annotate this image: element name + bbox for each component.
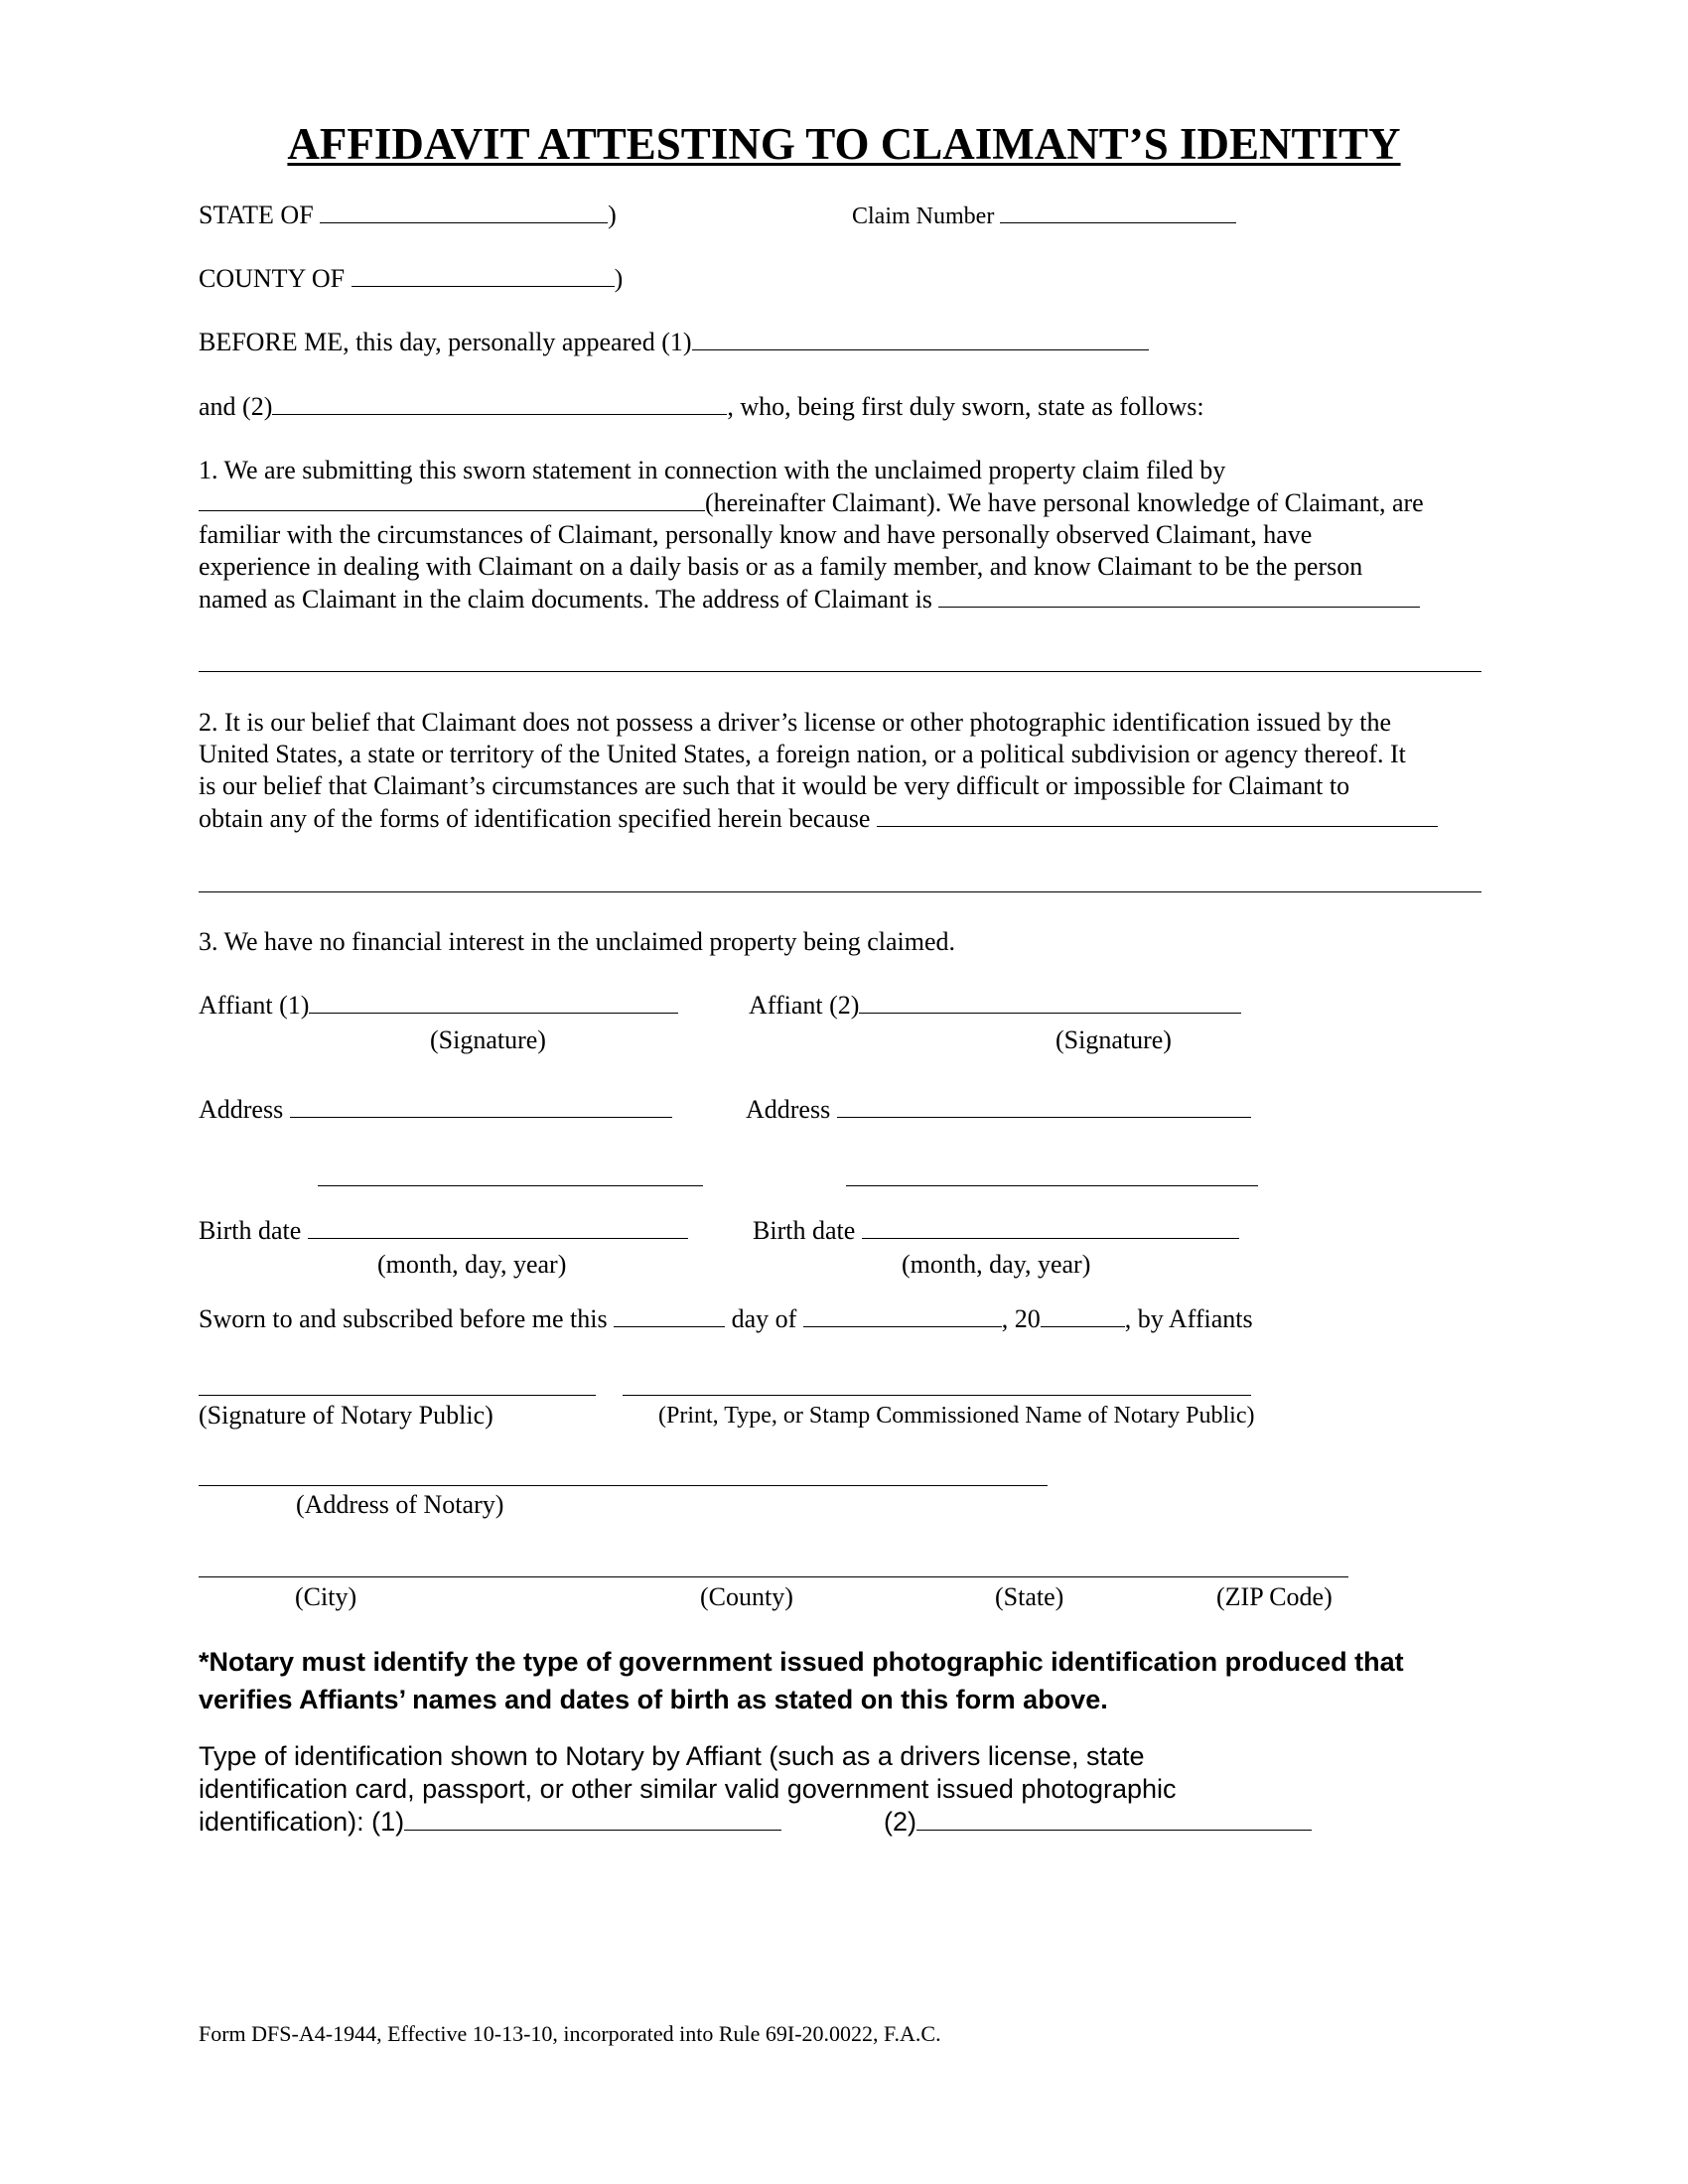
affiant2-address-row xyxy=(746,1093,1251,1126)
sworn-text-c: , 20 xyxy=(1001,1304,1041,1333)
city-caption: (City) xyxy=(295,1582,357,1611)
affiant1-signature-field[interactable] xyxy=(309,989,678,1014)
affiant2-address-field[interactable] xyxy=(837,1093,1251,1118)
id-type-2-label: (2) xyxy=(884,1807,916,1837)
para2-line4-text: obtain any of the forms of identification specified herein because xyxy=(199,804,871,833)
affiant1-birthdate-label: Birth date xyxy=(199,1216,302,1245)
sworn-text-d: , by Affiants xyxy=(1124,1304,1253,1333)
claim-number-label: Claim Number xyxy=(852,204,995,229)
appearer1-name-field[interactable] xyxy=(692,326,1149,350)
claim-number-field[interactable] xyxy=(1000,199,1236,223)
county-of-label: COUNTY OF xyxy=(199,264,346,293)
county-of-row xyxy=(199,262,623,295)
affiant1-address-label: Address xyxy=(199,1095,284,1124)
para1-line2 xyxy=(199,486,1489,519)
affiant2-label: Affiant (2) xyxy=(749,991,860,1020)
county-field[interactable] xyxy=(352,262,615,287)
sworn-month-field[interactable] xyxy=(803,1302,1002,1327)
affiant1-label: Affiant (1) xyxy=(199,991,310,1020)
para1-line1: 1. We are submitting this sworn statement in connection with the unclaimed property claim filed by xyxy=(199,456,1226,484)
claimant-address-line2[interactable] xyxy=(199,671,1481,672)
affiant2-signature-field[interactable] xyxy=(859,989,1241,1014)
notary-notice-bold xyxy=(199,1643,1404,1718)
affiant1-birthdate-caption: (month, day, year) xyxy=(377,1250,567,1279)
claimant-address-field[interactable] xyxy=(938,583,1420,608)
sworn-year-field[interactable] xyxy=(1041,1302,1125,1327)
affiant2-address-line2[interactable] xyxy=(846,1185,1258,1186)
affiant1-birthdate-row xyxy=(199,1214,688,1247)
reason-line2[interactable] xyxy=(199,891,1481,892)
notary-address-caption: (Address of Notary) xyxy=(296,1490,504,1519)
state-paren: ) xyxy=(608,201,617,229)
and-2-row xyxy=(199,390,1204,423)
sworn-day-field[interactable] xyxy=(614,1302,725,1327)
affiant1-birthdate-field[interactable] xyxy=(308,1214,688,1239)
appearer2-name-field[interactable] xyxy=(272,390,727,415)
para2-line1: 2. It is our belief that Claimant does not possess a driver’s license or other photographic identification issued by the xyxy=(199,708,1392,737)
para2-line2: United States, a state or territory of the United States, a foreign nation, or a political subdivision or agency thereof. It xyxy=(199,740,1406,768)
affiant1-row xyxy=(199,989,678,1022)
notary-signature-caption: (Signature of Notary Public) xyxy=(199,1401,493,1430)
affiant2-signature-caption: (Signature) xyxy=(1055,1025,1172,1054)
affiant2-birthdate-field[interactable] xyxy=(862,1214,1239,1239)
state-field[interactable] xyxy=(320,199,608,223)
notary-name-caption: (Print, Type, or Stamp Commissioned Name of Notary Public) xyxy=(658,1403,1255,1429)
claim-number-row xyxy=(852,199,1236,232)
sworn-tail-text: , who, being first duly sworn, state as follows: xyxy=(727,392,1204,421)
affiant1-address-row xyxy=(199,1093,672,1126)
before-me-text: BEFORE ME, this day, personally appeared (1) xyxy=(199,328,692,356)
affiant1-address-field[interactable] xyxy=(290,1093,672,1118)
id-type-line2: identification card, passport, or other similar valid government issued photographic xyxy=(199,1774,1177,1804)
claimant-name-field[interactable] xyxy=(199,486,705,511)
reason-field[interactable] xyxy=(877,802,1438,827)
state-caption: (State) xyxy=(995,1582,1064,1611)
notary-address-line[interactable] xyxy=(199,1485,1048,1486)
para1-line5 xyxy=(199,583,1489,615)
affiant2-birthdate-caption: (month, day, year) xyxy=(902,1250,1091,1279)
affiant1-address-line2[interactable] xyxy=(318,1185,703,1186)
county-paren: ) xyxy=(614,264,624,293)
para1-line5-text: named as Claimant in the claim documents. The address of Claimant is xyxy=(199,585,932,614)
sworn-text-b: day of xyxy=(731,1304,797,1333)
para1-line2-text: (hereinafter Claimant). We have personal knowledge of Claimant, are xyxy=(705,488,1424,517)
state-of-row xyxy=(199,199,617,231)
and-2-label: and (2) xyxy=(199,392,273,421)
paragraph-2 xyxy=(199,707,1489,835)
id-type-line3-label: identification): (1) xyxy=(199,1807,405,1837)
notice-bold-line1: *Notary must identify the type of government issued photographic identification produced that xyxy=(199,1647,1404,1677)
zip-caption: (ZIP Code) xyxy=(1216,1582,1333,1611)
sworn-row xyxy=(199,1302,1253,1335)
id-type-1-field[interactable] xyxy=(404,1806,781,1831)
form-footer: Form DFS-A4-1944, Effective 10-13-10, incorporated into Rule 69I-20.0022, F.A.C. xyxy=(199,2021,941,2046)
affiant1-signature-caption: (Signature) xyxy=(430,1025,546,1054)
paragraph-1 xyxy=(199,455,1489,615)
para2-line4 xyxy=(199,802,1489,835)
id-type-2-field[interactable] xyxy=(916,1806,1312,1831)
id-type-line1: Type of identification shown to Notary by Affiant (such as a drivers license, state xyxy=(199,1741,1145,1771)
notice-bold-line2: verifies Affiants’ names and dates of birth as stated on this form above. xyxy=(199,1685,1108,1714)
notary-signature-line[interactable] xyxy=(199,1395,596,1396)
before-me-row xyxy=(199,326,1149,358)
para2-line3: is our belief that Claimant’s circumstances are such that it would be very difficult or impossible for Claimant to xyxy=(199,771,1350,800)
sworn-text-a: Sworn to and subscribed before me this xyxy=(199,1304,608,1333)
state-of-label: STATE OF xyxy=(199,201,314,229)
para1-line4: experience in dealing with Claimant on a daily basis or as a family member, and know Claimant to be the person xyxy=(199,552,1363,581)
affiant2-row xyxy=(749,989,1241,1022)
paragraph-3: 3. We have no financial interest in the unclaimed property being claimed. xyxy=(199,927,955,956)
notary-city-state-line[interactable] xyxy=(199,1576,1348,1577)
affiant2-birthdate-row xyxy=(753,1214,1239,1247)
notary-name-line[interactable] xyxy=(623,1395,1251,1396)
para1-line3: familiar with the circumstances of Claimant, personally know and have personally observed Claimant, have xyxy=(199,520,1313,549)
id-type-2-row xyxy=(884,1806,1312,1839)
affiant2-birthdate-label: Birth date xyxy=(753,1216,856,1245)
affiant2-address-label: Address xyxy=(746,1095,831,1124)
county-caption: (County) xyxy=(700,1582,793,1611)
form-title: AFFIDAVIT ATTESTING TO CLAIMANT’S IDENTITY xyxy=(287,119,1401,169)
